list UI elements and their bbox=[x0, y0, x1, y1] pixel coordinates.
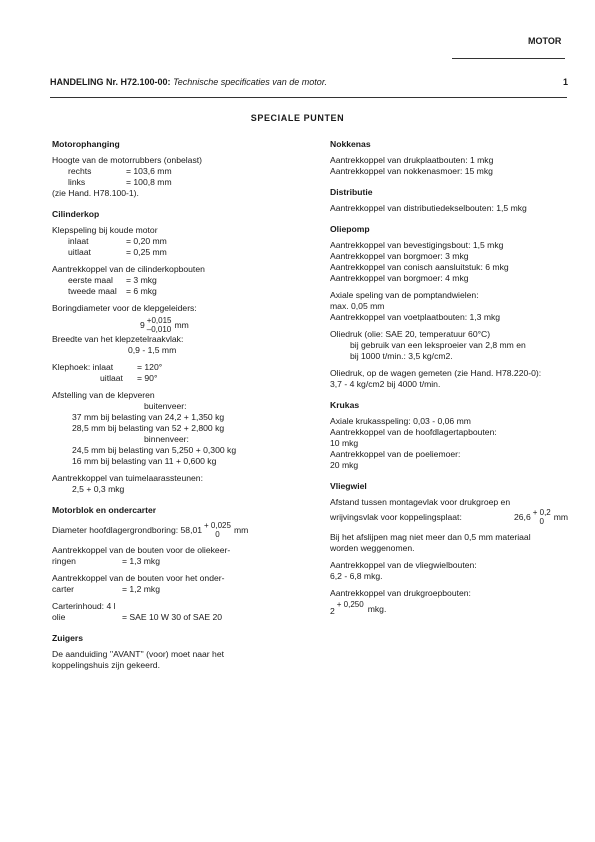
heading-motorophanging: Motorophanging bbox=[52, 139, 120, 149]
text-line: 6,2 - 6,8 mkg. bbox=[330, 571, 383, 581]
text-line: bij 1000 t/min.: 3,5 kg/cm2. bbox=[350, 351, 453, 361]
left-column bbox=[52, 139, 302, 671]
spec-row: tweede maal = 6 mkg bbox=[68, 286, 157, 296]
header-short-rule bbox=[452, 58, 565, 59]
text-line: koppelingshuis zijn gekeerd. bbox=[52, 660, 160, 670]
text-line: Oliedruk, op de wagen gemeten (zie Hand. H78.220-0): bbox=[330, 368, 542, 378]
text-line: worden weggenomen. bbox=[330, 543, 415, 553]
text-line: Oliedruk (olie: SAE 20, temperatuur 60°C) bbox=[330, 329, 491, 339]
heading-cilinderkop: Cilinderkop bbox=[52, 209, 100, 219]
spec-row: uitlaat = 90° bbox=[100, 373, 158, 383]
text-line: Aantrekkoppel van distributiedekselbouten: 1,5 mkg bbox=[330, 203, 527, 213]
text-line: max. 0,05 mm bbox=[330, 301, 385, 311]
text-line: Axiale krukasspeling: 0,03 - 0,06 mm bbox=[330, 416, 471, 426]
text-line: Aantrekkoppel van de poeliemoer: bbox=[330, 449, 461, 459]
text-line: Aantrekkoppel van voetplaatbouten: 1,3 mkg bbox=[330, 312, 501, 322]
text-line: bij gebruik van een leksproeier van 2,8 mm en bbox=[350, 340, 526, 350]
text-line: Aantrekkoppel van nokkenasmoer: 15 mkg bbox=[330, 166, 493, 176]
text-line: Aantrekkoppel van drukgroepbouten: bbox=[330, 588, 471, 598]
tolerance-value: wrijvingsvlak voor koppelingsplaat: 26,6 + 0,2 0 mm bbox=[330, 508, 569, 526]
text-line: De aanduiding ''AVANT'' (voor) moet naar het bbox=[52, 649, 224, 659]
spec-row: uitlaat = 0,25 mm bbox=[68, 247, 167, 257]
text-line: Klepspeling bij koude motor bbox=[52, 225, 158, 235]
main-title: SPECIALE PUNTEN bbox=[250, 113, 345, 123]
text-line: Aantrekkoppel van bevestigingsbout: 1,5 mkg bbox=[330, 240, 504, 250]
text-line: (zie Hand. H78.100-1). bbox=[52, 188, 139, 198]
heading-zuigers: Zuigers bbox=[52, 633, 84, 643]
spec-row: eerste maal = 3 mkg bbox=[68, 275, 157, 285]
text-line: Aantrekkoppel van de vliegwielbouten: bbox=[330, 560, 477, 570]
text-line: Breedte van het klepzetelraakvlak: bbox=[52, 334, 184, 344]
text-line: Aantrekkoppel van de hoofdlagertapbouten: bbox=[330, 427, 497, 437]
text-line: Hoogte van de motorrubbers (onbelast) bbox=[52, 155, 202, 165]
spec-row: carter = 1,2 mkg bbox=[52, 584, 160, 594]
heading-oliepomp: Oliepomp bbox=[330, 224, 370, 234]
text-line: Aantrekkoppel van borgmoer: 3 mkg bbox=[330, 251, 469, 261]
text-line: Afstand tussen montagevlak voor drukgroep en bbox=[330, 497, 511, 507]
reference-title: Technische specificaties van de motor. bbox=[173, 77, 327, 87]
text-line: Aantrekkoppel van tuimelaarassteunen: bbox=[52, 473, 203, 483]
text-line: Aantrekkoppel van de bouten voor het onder- bbox=[52, 573, 225, 583]
right-column bbox=[330, 139, 575, 617]
text-line: 16 mm bij belasting van 11 + 0,600 kg bbox=[72, 456, 217, 466]
spec-row: rechts = 103,6 mm bbox=[68, 166, 172, 176]
text-line: Bij het afslijpen mag niet meer dan 0,5 mm materiaal bbox=[330, 532, 531, 542]
tolerance-value: 2 + 0,250 mkg. bbox=[330, 600, 387, 617]
text-line: Axiale speling van de pomptandwielen: bbox=[330, 290, 479, 300]
text-line: 0,9 - 1,5 mm bbox=[128, 345, 177, 355]
text-line: Aantrekkoppel van borgmoer: 4 mkg bbox=[330, 273, 469, 283]
heading-motorblok: Motorblok en ondercarter bbox=[52, 505, 157, 515]
text-line: Boringdiameter voor de klepgeleiders: bbox=[52, 303, 197, 313]
spec-row: ringen = 1,3 mkg bbox=[52, 556, 160, 566]
header-rule bbox=[50, 97, 567, 98]
text-line: Aantrekkoppel van drukplaatbouten: 1 mkg bbox=[330, 155, 494, 165]
heading-vliegwiel: Vliegwiel bbox=[330, 481, 367, 491]
reference-number: HANDELING Nr. H72.100-00: bbox=[50, 77, 171, 87]
text-line: Afstelling van de klepveren bbox=[52, 390, 155, 400]
section-title: MOTOR bbox=[528, 36, 562, 46]
text-line: Aantrekkoppel van conisch aansluitstuk: 6 mkg bbox=[330, 262, 509, 272]
document-reference bbox=[50, 77, 327, 88]
text-line: binnenveer: bbox=[144, 434, 189, 444]
heading-nokkenas: Nokkenas bbox=[330, 139, 371, 149]
spec-row: Klephoek: inlaat = 120° bbox=[52, 362, 163, 372]
spec-row: inlaat = 0,20 mm bbox=[68, 236, 167, 246]
text-line: 37 mm bij belasting van 24,2 + 1,350 kg bbox=[72, 412, 225, 422]
text-line: buitenveer: bbox=[144, 401, 187, 411]
text-line: 2,5 + 0,3 mkg bbox=[72, 484, 125, 494]
heading-krukas: Krukas bbox=[330, 400, 360, 410]
text-line: 24,5 mm bij belasting van 5,250 + 0,300 kg bbox=[72, 445, 237, 455]
text-line: 28,5 mm bij belasting van 52 + 2,800 kg bbox=[72, 423, 225, 433]
heading-distributie: Distributie bbox=[330, 187, 373, 197]
text-line: Aantrekkoppel van de bouten voor de oliekeer- bbox=[52, 545, 231, 555]
page-number: 1 bbox=[563, 77, 569, 87]
tolerance-value: Diameter hoofdlagergrondboring: 58,01 + 0,025 0 mm bbox=[52, 521, 249, 539]
spec-row: olie = SAE 10 W 30 of SAE 20 bbox=[52, 612, 223, 622]
text-line: Aantrekkoppel van de cilinderkopbouten bbox=[52, 264, 205, 274]
text-line: Carterinhoud: 4 l bbox=[52, 601, 116, 611]
text-line: 20 mkg bbox=[330, 460, 359, 470]
tolerance-value: 9 +0,015 –0,010 mm bbox=[140, 316, 189, 334]
text-line: 10 mkg bbox=[330, 438, 359, 448]
text-line: 3,7 - 4 kg/cm2 bij 4000 t/min. bbox=[330, 379, 441, 389]
spec-row: links = 100,8 mm bbox=[68, 177, 172, 187]
